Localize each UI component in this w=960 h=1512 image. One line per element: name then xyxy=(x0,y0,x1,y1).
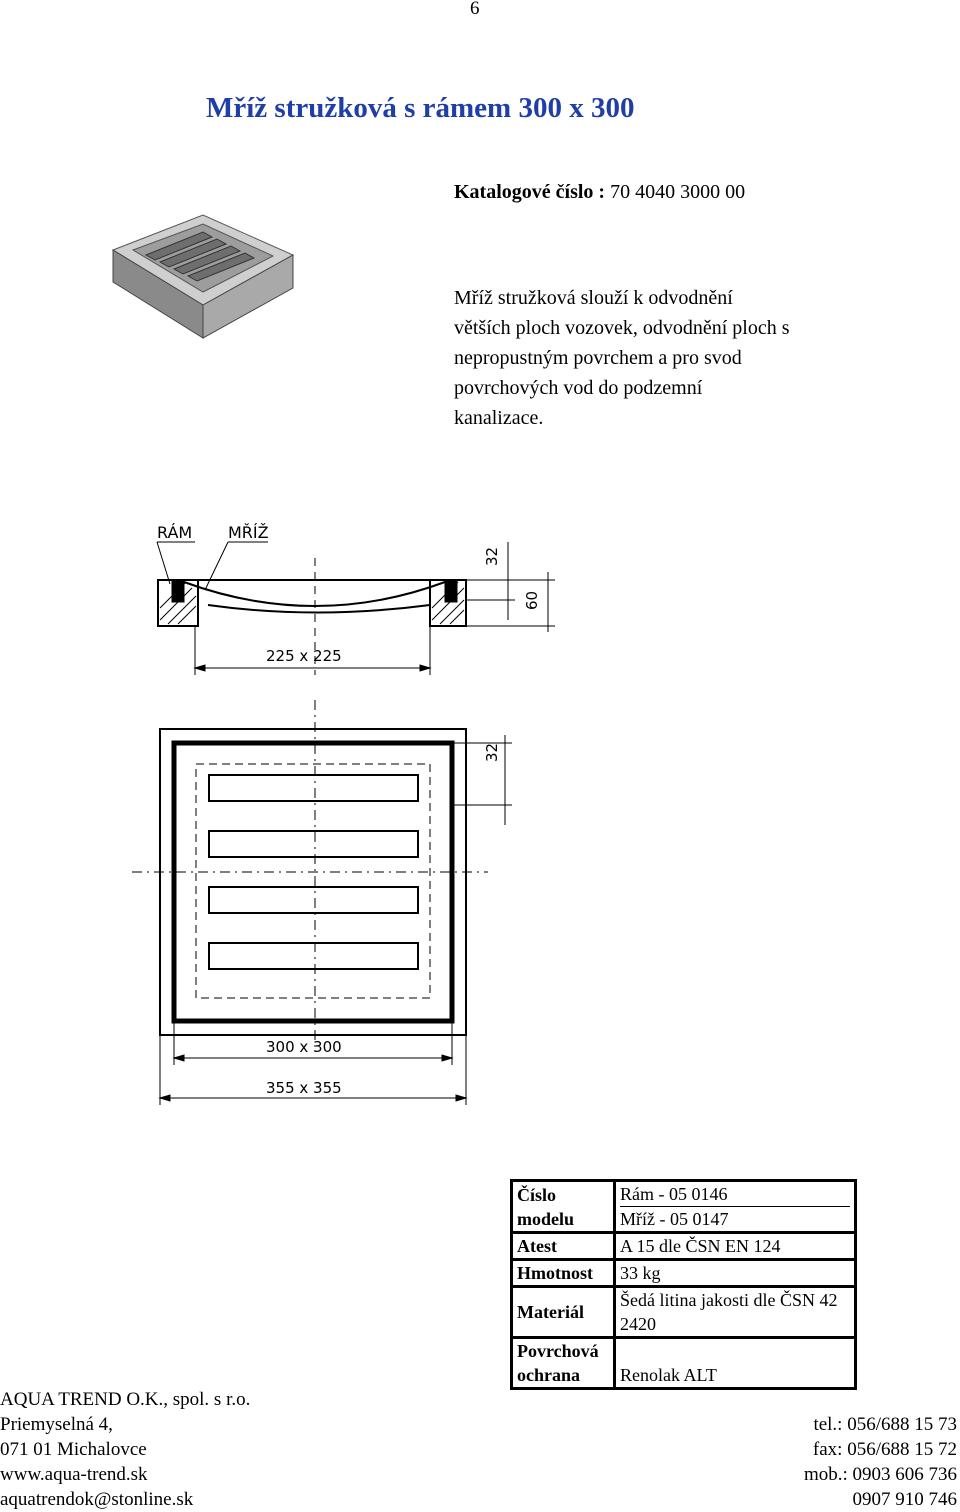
section-view xyxy=(157,523,555,675)
grate-product-image xyxy=(108,210,298,345)
description-line: větších ploch vozovek, odvodnění ploch s xyxy=(454,317,790,339)
mobile-2: 0907 910 746 xyxy=(852,1489,957,1510)
spec-value: Renolak ALT xyxy=(615,1338,856,1389)
description xyxy=(454,283,884,433)
spec-value-line: Mříž - 05 0147 xyxy=(620,1206,850,1231)
dim-height-total: 60 xyxy=(523,590,541,610)
table-row xyxy=(512,1260,856,1287)
spec-table xyxy=(510,1179,857,1390)
catalog-number xyxy=(454,181,745,204)
label-frame: RÁM xyxy=(157,523,193,542)
spec-label: Povrchová ochrana xyxy=(512,1338,615,1389)
footer-address xyxy=(0,1387,250,1512)
spec-label: Materiál xyxy=(512,1287,615,1338)
spec-label: Hmotnost xyxy=(512,1260,615,1287)
spec-value: Šedá litina jakosti dle ČSN 42 2420 xyxy=(615,1287,856,1338)
technical-drawing xyxy=(0,480,960,1120)
spec-value-line: Rám - 05 0146 xyxy=(620,1184,728,1204)
dim-inner-plan: 300 x 300 xyxy=(266,1038,342,1056)
mobile: mob.: 0903 606 736 xyxy=(803,1464,957,1485)
website-link[interactable]: www.aqua-trend.sk xyxy=(0,1464,148,1485)
description-line: nepropustným povrchem a pro svod xyxy=(454,347,742,369)
city: 071 01 Michalovce xyxy=(0,1439,147,1460)
phone: tel.: 056/688 15 73 xyxy=(813,1414,957,1435)
company-name: AQUA TREND O.K., spol. s r.o. xyxy=(0,1389,251,1410)
footer-contacts xyxy=(804,1412,957,1512)
email-link[interactable]: aquatrendok@stonline.sk xyxy=(0,1489,194,1510)
table-row xyxy=(512,1181,856,1233)
dim-plan-offset: 32 xyxy=(483,742,501,762)
dim-outer-plan: 355 x 355 xyxy=(266,1079,342,1097)
spec-value xyxy=(615,1181,856,1233)
page-title: Mříž stružková s rámem 300 x 300 xyxy=(206,92,635,124)
catalog-label: Katalogové číslo : xyxy=(454,181,606,203)
dim-height-top: 32 xyxy=(483,546,501,566)
street: Priemyselná 4, xyxy=(0,1414,113,1435)
fax: fax: 056/688 15 72 xyxy=(812,1439,957,1460)
spec-label: Číslo modelu xyxy=(512,1181,615,1233)
spec-value: A 15 dle ČSN EN 124 xyxy=(615,1233,856,1260)
table-row xyxy=(512,1233,856,1260)
description-line: Mříž stružková slouží k odvodnění xyxy=(454,287,733,309)
description-line: kanalizace. xyxy=(454,407,544,429)
catalog-value: 70 4040 3000 00 xyxy=(610,181,746,203)
table-row xyxy=(512,1287,856,1338)
page-number: 6 xyxy=(470,0,480,19)
label-grate: MŘÍŽ xyxy=(228,523,269,542)
dim-inner-section: 225 x 225 xyxy=(266,647,342,665)
spec-value: 33 kg xyxy=(615,1260,856,1287)
description-line: povrchových vod do podzemní xyxy=(454,377,703,399)
spec-label: Atest xyxy=(512,1233,615,1260)
table-row xyxy=(512,1338,856,1389)
